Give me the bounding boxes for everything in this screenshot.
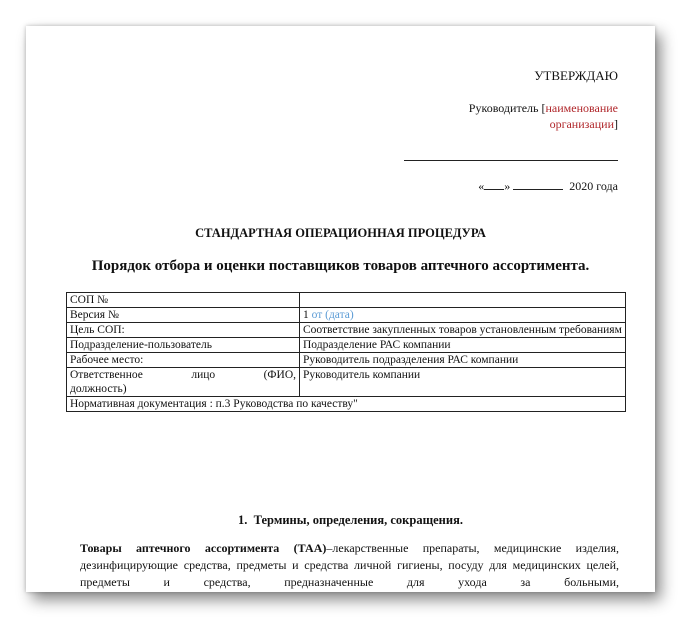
table-row <box>67 338 626 353</box>
table-row <box>67 368 626 397</box>
label-line2: должность) <box>70 383 127 395</box>
table-cell-value <box>300 293 626 308</box>
table-cell-value <box>300 308 626 323</box>
definition-text: –лекарственные препараты, медицинские изделия, дезинфицирующие средства, предметы и средства личной гигиены, посуду для медицинских целей, предметы и средства, предназначенные для ухода за больными, <box>80 541 619 589</box>
date-quote-close: » <box>504 179 511 193</box>
table-cell-label: Рабочее место: <box>67 353 300 368</box>
table-row <box>67 353 626 368</box>
document-title: Порядок отбора и оценки поставщиков товаров аптечного ассортимента. <box>91 258 590 274</box>
table-cell-value: Руководитель компании <box>300 368 626 397</box>
document-type: СТАНДАРТНАЯ ОПЕРАЦИОННАЯ ПРОЦЕДУРА <box>195 226 486 240</box>
signature-line <box>404 160 618 161</box>
org-name-placeholder: наименование организации <box>545 101 618 131</box>
table-cell-label: Подразделение-пользователь <box>67 338 300 353</box>
sop-info-table <box>66 292 626 412</box>
label-word: лицо <box>191 369 216 381</box>
section-number: 1. <box>238 513 248 527</box>
approval-date <box>478 178 618 194</box>
approver-line <box>398 100 618 132</box>
table-cell-label: СОП № <box>67 293 300 308</box>
table-row <box>67 397 626 412</box>
table-row <box>67 323 626 338</box>
month-blank <box>513 178 563 190</box>
section-heading <box>26 513 655 528</box>
date-quote-open: « <box>478 179 485 193</box>
label-word: (ФИО, <box>263 369 296 381</box>
table-cell-label: Цель СОП: <box>67 323 300 338</box>
definition-paragraph <box>80 540 619 591</box>
table-cell-full: Нормативная документация : п.3 Руководства по качеству" <box>67 397 626 412</box>
table-cell-value: Соответствие закупленных товаров установленным требованиям <box>300 323 626 338</box>
table-row <box>67 293 626 308</box>
defined-term: Товары аптечного ассортимента (ТАА) <box>80 541 327 555</box>
table-cell-value: Руководитель подразделения РАС компании <box>300 353 626 368</box>
document-page <box>26 26 655 592</box>
version-date-placeholder: от (дата) <box>311 309 354 321</box>
approve-heading: УТВЕРЖДАЮ <box>534 68 618 83</box>
section-title: Термины, определения, сокращения. <box>253 513 463 527</box>
date-year: 2020 года <box>569 179 618 193</box>
day-blank <box>484 178 504 190</box>
approver-prefix: Руководитель [ <box>468 101 546 115</box>
label-word: Ответственное <box>70 369 143 381</box>
version-number: 1 <box>303 309 309 321</box>
table-cell-label: Версия № <box>67 308 300 323</box>
table-row <box>67 308 626 323</box>
approver-suffix: ] <box>614 117 618 131</box>
table-cell-label <box>67 368 300 397</box>
table-cell-value: Подразделение РАС компании <box>300 338 626 353</box>
